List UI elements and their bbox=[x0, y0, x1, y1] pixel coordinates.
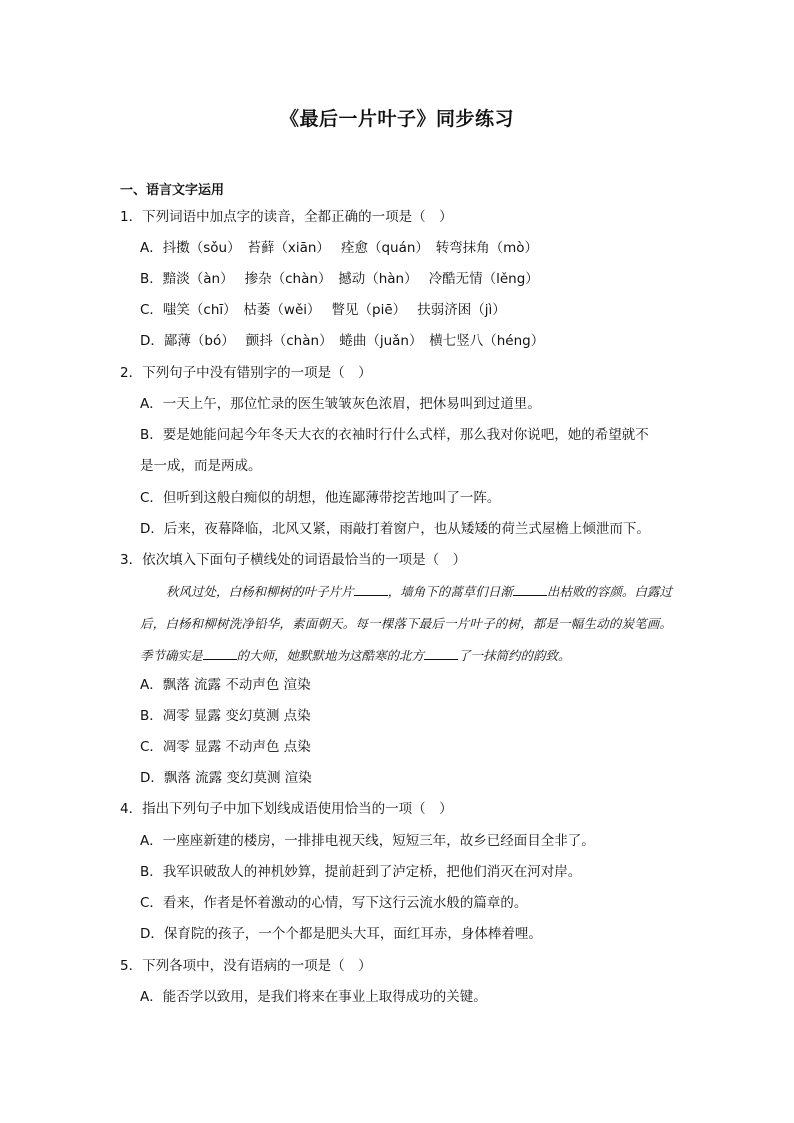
question-2-option-c: C．但听到这般白痴似的胡想，他连鄙薄带挖苦地叫了一阵。 bbox=[140, 490, 501, 506]
passage-text-5: 了一抹简约的韵致。 bbox=[458, 648, 571, 663]
passage-text-3: 出枯败的容颜。白露过后，白杨和柳树洗净铅华，素面朝天。每一棵落下最后一片叶子的树，都是一幅生动的炭笔画。季节确实是 bbox=[140, 584, 672, 663]
question-2-option-a: A．一天上午，那位忙录的医生皱皱灰色浓眉，把休易叫到过道里。 bbox=[140, 396, 541, 412]
question-5-stem: 5．下列各项中，没有语病的一项是（ ） bbox=[120, 958, 372, 974]
question-2-option-d: D．后来，夜幕降临，北风又紧，雨敲打着窗户，也从矮矮的荷兰式屋檐上倾泄而下。 bbox=[140, 521, 650, 537]
question-3-stem: 3．依次填入下面句子横线处的词语最恰当的一项是（ ） bbox=[120, 552, 467, 568]
blank-4 bbox=[424, 647, 458, 660]
question-4-option-d: D．保育院的孩子，一个个都是肥头大耳，面红耳赤，身体棒着哩。 bbox=[140, 926, 542, 942]
question-4-option-c: C．看来，作者是怀着激动的心情，写下这行云流水般的篇章的。 bbox=[140, 895, 528, 911]
question-5-option-a: A．能否学以致用，是我们将来在事业上取得成功的关键。 bbox=[140, 989, 487, 1005]
blank-1 bbox=[354, 583, 388, 596]
question-4-stem: 4．指出下列句子中加下划线成语使用恰当的一项（ ） bbox=[120, 801, 453, 817]
page-title: 《最后一片叶子》同步练习 bbox=[279, 108, 514, 130]
passage-text-4: 的大师，她默默地为这酷寒的北方 bbox=[236, 648, 425, 663]
question-1-option-b: B．黯淡（àn） 掺杂（chàn） 撼动（hàn） 冷酷无情（lěng） bbox=[140, 271, 539, 287]
question-3-option-d: D．飘落 流露 变幻莫测 渲染 bbox=[140, 770, 312, 786]
passage-text-2: ，墙角下的蒿草们日渐 bbox=[387, 584, 513, 599]
question-2-stem: 2．下列句子中没有错别字的一项是（ ） bbox=[120, 365, 372, 381]
question-3-option-b: B．凋零 显露 变幻莫测 点染 bbox=[140, 708, 311, 724]
question-1-option-d: D．鄙薄（bó） 颤抖（chàn） 蜷曲（juǎn） 横七竖八（héng） bbox=[140, 333, 545, 349]
section-heading: 一、语言文字运用 bbox=[120, 183, 225, 198]
question-3-option-a: A．飘落 流露 不动声色 渲染 bbox=[140, 677, 311, 693]
question-1-option-a: A．抖擞（sǒu） 苔藓（xiān） 痊愈（quán） 转弯抹角（mò） bbox=[140, 240, 539, 256]
question-2-option-b-cont: 是一成，而是两成。 bbox=[140, 458, 262, 474]
blank-3 bbox=[203, 647, 237, 660]
question-2-option-b: B．要是她能问起今年冬天大衣的衣袖时行什么式样，那么我对你说吧，她的希望就不 bbox=[140, 427, 649, 443]
question-4-option-a: A．一座座新建的楼房，一排排电视天线，短短三年，故乡已经面目全非了。 bbox=[140, 833, 595, 849]
passage-text-1: 秋风过处，白杨和柳树的叶子片片 bbox=[166, 584, 354, 599]
question-4-option-b: B．我军识破敌人的神机妙算，提前赶到了泸定桥，把他们消灭在河对岸。 bbox=[140, 864, 582, 880]
question-1-option-c: C．嗤笑（chī） 枯萎（wěi） 瞥见（piē） 扶弱济困（jì） bbox=[140, 302, 506, 318]
question-3-option-c: C．凋零 显露 不动声色 点染 bbox=[140, 739, 311, 755]
question-1-stem: 1．下列词语中加点字的读音，全都正确的一项是（ ） bbox=[120, 209, 453, 225]
question-3-passage bbox=[140, 576, 672, 672]
blank-2 bbox=[513, 583, 547, 596]
